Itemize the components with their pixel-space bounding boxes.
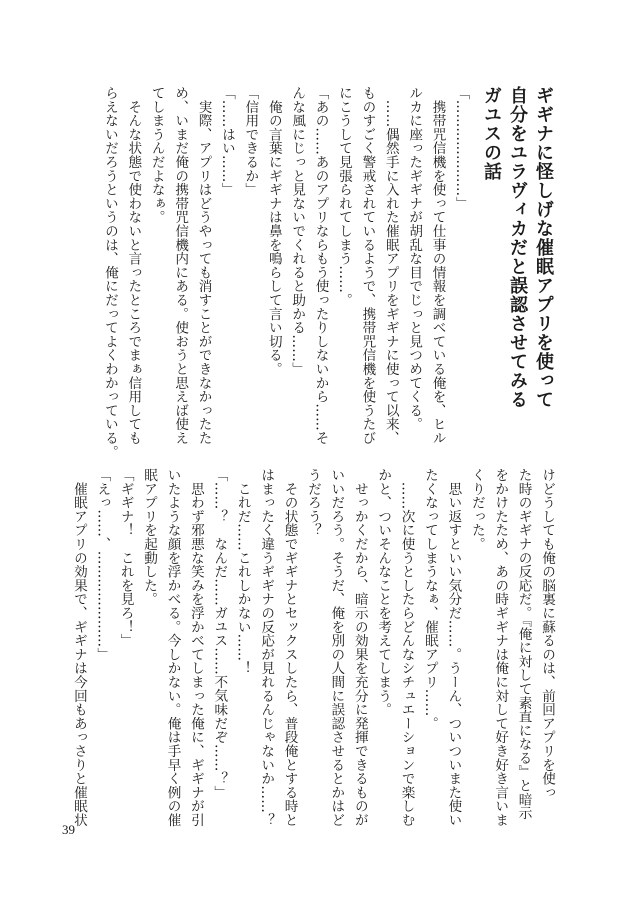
text-line: そんな状態で使わないと言ったところでまぁ信用しても — [125, 86, 142, 445]
text-line: 「……？ なんだ……ガユス……不気味だぞ……？」 — [211, 468, 228, 800]
text-line: め、いまだ俺の携帯咒信機内にある。使おうと思えば使え — [172, 86, 189, 445]
text-line: けどうしても俺の脳裏に蘇るのは、前回アプリを使っ — [539, 468, 555, 800]
text-line: 「あの……あのアプリならもう使ったりしないから……そ — [312, 86, 329, 445]
text-line: 実際、アプリはどうやっても消すことができなかったた — [195, 86, 212, 445]
chapter-title — [478, 86, 556, 409]
text-line: かと、ついそんなことを考えてしまう。 — [375, 468, 392, 717]
text-line: その状態でギギナとセックスしたら、普段俺とする時と — [281, 468, 298, 827]
text-line: 俺の言葉にギギナは鼻を鳴らして言い切る。 — [265, 86, 282, 376]
text-line: たくなってしまうなぁ、催眠アプリ……。 — [421, 468, 438, 731]
text-line: 「……はい……」 — [218, 86, 235, 197]
text-line: てしまうんだよなぁ。 — [148, 86, 165, 224]
text-line: らえないだろうというのは、俺にだってよくわかっている。 — [101, 86, 118, 459]
text-line: いたような顔を浮かべる。今しかない。俺は手早く例の催 — [164, 468, 181, 827]
text-block-lower — [66, 468, 558, 827]
text-line: 思わず邪悪な笑みを浮かべてしまった俺に、ギギナが引 — [187, 468, 204, 827]
text-line: うだろう？ — [304, 468, 321, 537]
text-line: ……次に使うとしたらどんなシチュエーションで楽しむ — [398, 468, 415, 827]
text-line: 携帯咒信機を使って仕事の情報を調べている俺を、ヒル — [429, 86, 446, 445]
text-line: 「…………………」 — [453, 86, 469, 211]
page-number: 39 — [62, 822, 75, 837]
text-line: た時のギギナの反応だ。『俺に対して素直になる』と暗示 — [515, 468, 532, 820]
text-line: 「ギギナ！ これを見ろ！」 — [117, 468, 134, 648]
text-line: ものすごく警戒されているようで、携帯咒信機を使うたび — [359, 86, 376, 445]
text-line: くりだった。 — [468, 468, 485, 551]
text-line: 「えっ……、…………………」 — [94, 468, 111, 662]
text-line: 催眠アプリの効果で、ギギナは今回もあっさりと催眠状 — [70, 468, 87, 827]
text-line: をかけたため、あの時ギギナは俺に対して好き好き言いま — [492, 468, 509, 827]
text-block-upper — [98, 86, 473, 459]
text-line: これだ……これしかない……！ — [234, 468, 251, 675]
text-line: はまったく違うギギナの反応が見れるんじゃないか……？ — [258, 468, 275, 827]
text-line: んな風にじっと見ないでくれると助かる……」 — [289, 86, 306, 376]
text-line: にこうして見張られてしまう……。 — [335, 86, 352, 307]
text-line: 思い返すといい気分だ……。うーん、ついついまた使い — [445, 468, 462, 827]
text-line: ギギナに怪しげな催眠アプリを使って — [533, 86, 554, 409]
text-line: 眠アプリを起動した。 — [141, 468, 158, 606]
text-line: 「信用できるか」 — [242, 86, 259, 197]
text-line: いいだろう。そうだ、俺を別の人間に誤認させるとかはど — [328, 468, 345, 827]
text-line: ……偶然手に入れた催眠アプリをギギナに使って以来、 — [382, 86, 399, 445]
text-line: せっかくだから、暗示の効果を充分に発揮できるものが — [351, 468, 368, 827]
text-line: 自分をユラヴィカだと誤認させてみる — [507, 86, 528, 409]
text-line: ルカに座ったギギナが胡乱な目でじっと見つめてくる。 — [406, 86, 423, 431]
text-line: ガユスの話 — [481, 86, 502, 181]
